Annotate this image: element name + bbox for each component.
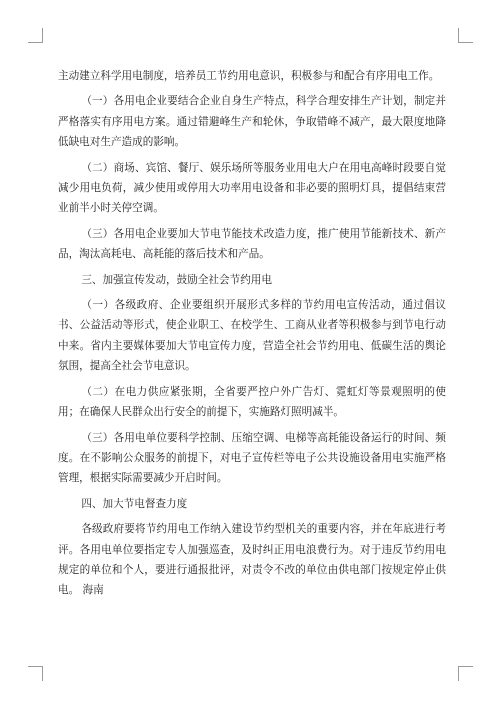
paragraph-item-2-2: （二）商场、宾馆、餐厅、娱乐场所等服务业用电大户在用电高峰时段要自觉减少用电负荷，减少使用或停用大功率用电设备和非必要的照明灯具，提倡结束营业前半小时关停空调。 xyxy=(58,161,446,215)
crop-mark-bottom-right xyxy=(458,666,473,681)
document-body xyxy=(58,66,446,601)
crop-mark-top-left xyxy=(28,28,43,43)
paragraph-item-3-3: （三）各用电单位要科学控制、压缩空调、电梯等高耗能设备运行的时间、频度。在不影响公众服务的前提下，对电子宣传栏等电子公共设施设备用电实施严格管理，根据实际需要减少开启时间。 xyxy=(58,431,446,485)
crop-mark-top-right xyxy=(458,28,473,43)
paragraph-item-3-1: （一）各级政府、企业要组织开展形式多样的节约用电宣传活动，通过倡议书、公益活动等形式，使企业职工、在校学生、工商从业者等积极参与到节电行动中来。省内主要媒体要加大节电宣传力度，营造全社会节约用电、低碳生活的舆论氛围，提高全社会节电意识。 xyxy=(58,299,446,373)
section-heading-4: 四、加大节电督查力度 xyxy=(81,497,188,510)
paragraph-section-4: 各级政府要将节约用电工作纳入建设节约型机关的重要内容，并在年底进行考评。各用电单位要指定专人加强巡查，及时纠正用电浪费行为。对于违反节约用电规定的单位和个人，要进行通报批评，对责令不改的单位由供电部门按规定停止供电。 海南 xyxy=(58,523,446,597)
paragraph-continuation: 主动建立科学用电制度，培养员工节约用电意识，积极参与和配合有序用电工作。 xyxy=(58,70,440,82)
paragraph-item-2-1: （一）各用电企业要结合企业自身生产特点，科学合理安排生产计划，制定并严格落实有序用电方案。通过错避峰生产和轮休，争取错峰不减产，最大限度地降低缺电对生产造成的影响。 xyxy=(58,95,446,149)
paragraph-item-3-2: （二）在电力供应紧张期，全省要严控户外广告灯、霓虹灯等景观照明的使用；在确保人民群众出行安全的前提下，实施路灯照明减半。 xyxy=(58,385,446,419)
paragraph-item-2-3: （三）各用电企业要加大节电节能技术改造力度，推广使用节能新技术、新产品，淘汰高耗电、高耗能的落后技术和产品。 xyxy=(58,227,446,261)
crop-mark-bottom-left xyxy=(28,666,43,681)
section-heading-3: 三、加强宣传发动，鼓励全社会节约用电 xyxy=(81,273,272,286)
